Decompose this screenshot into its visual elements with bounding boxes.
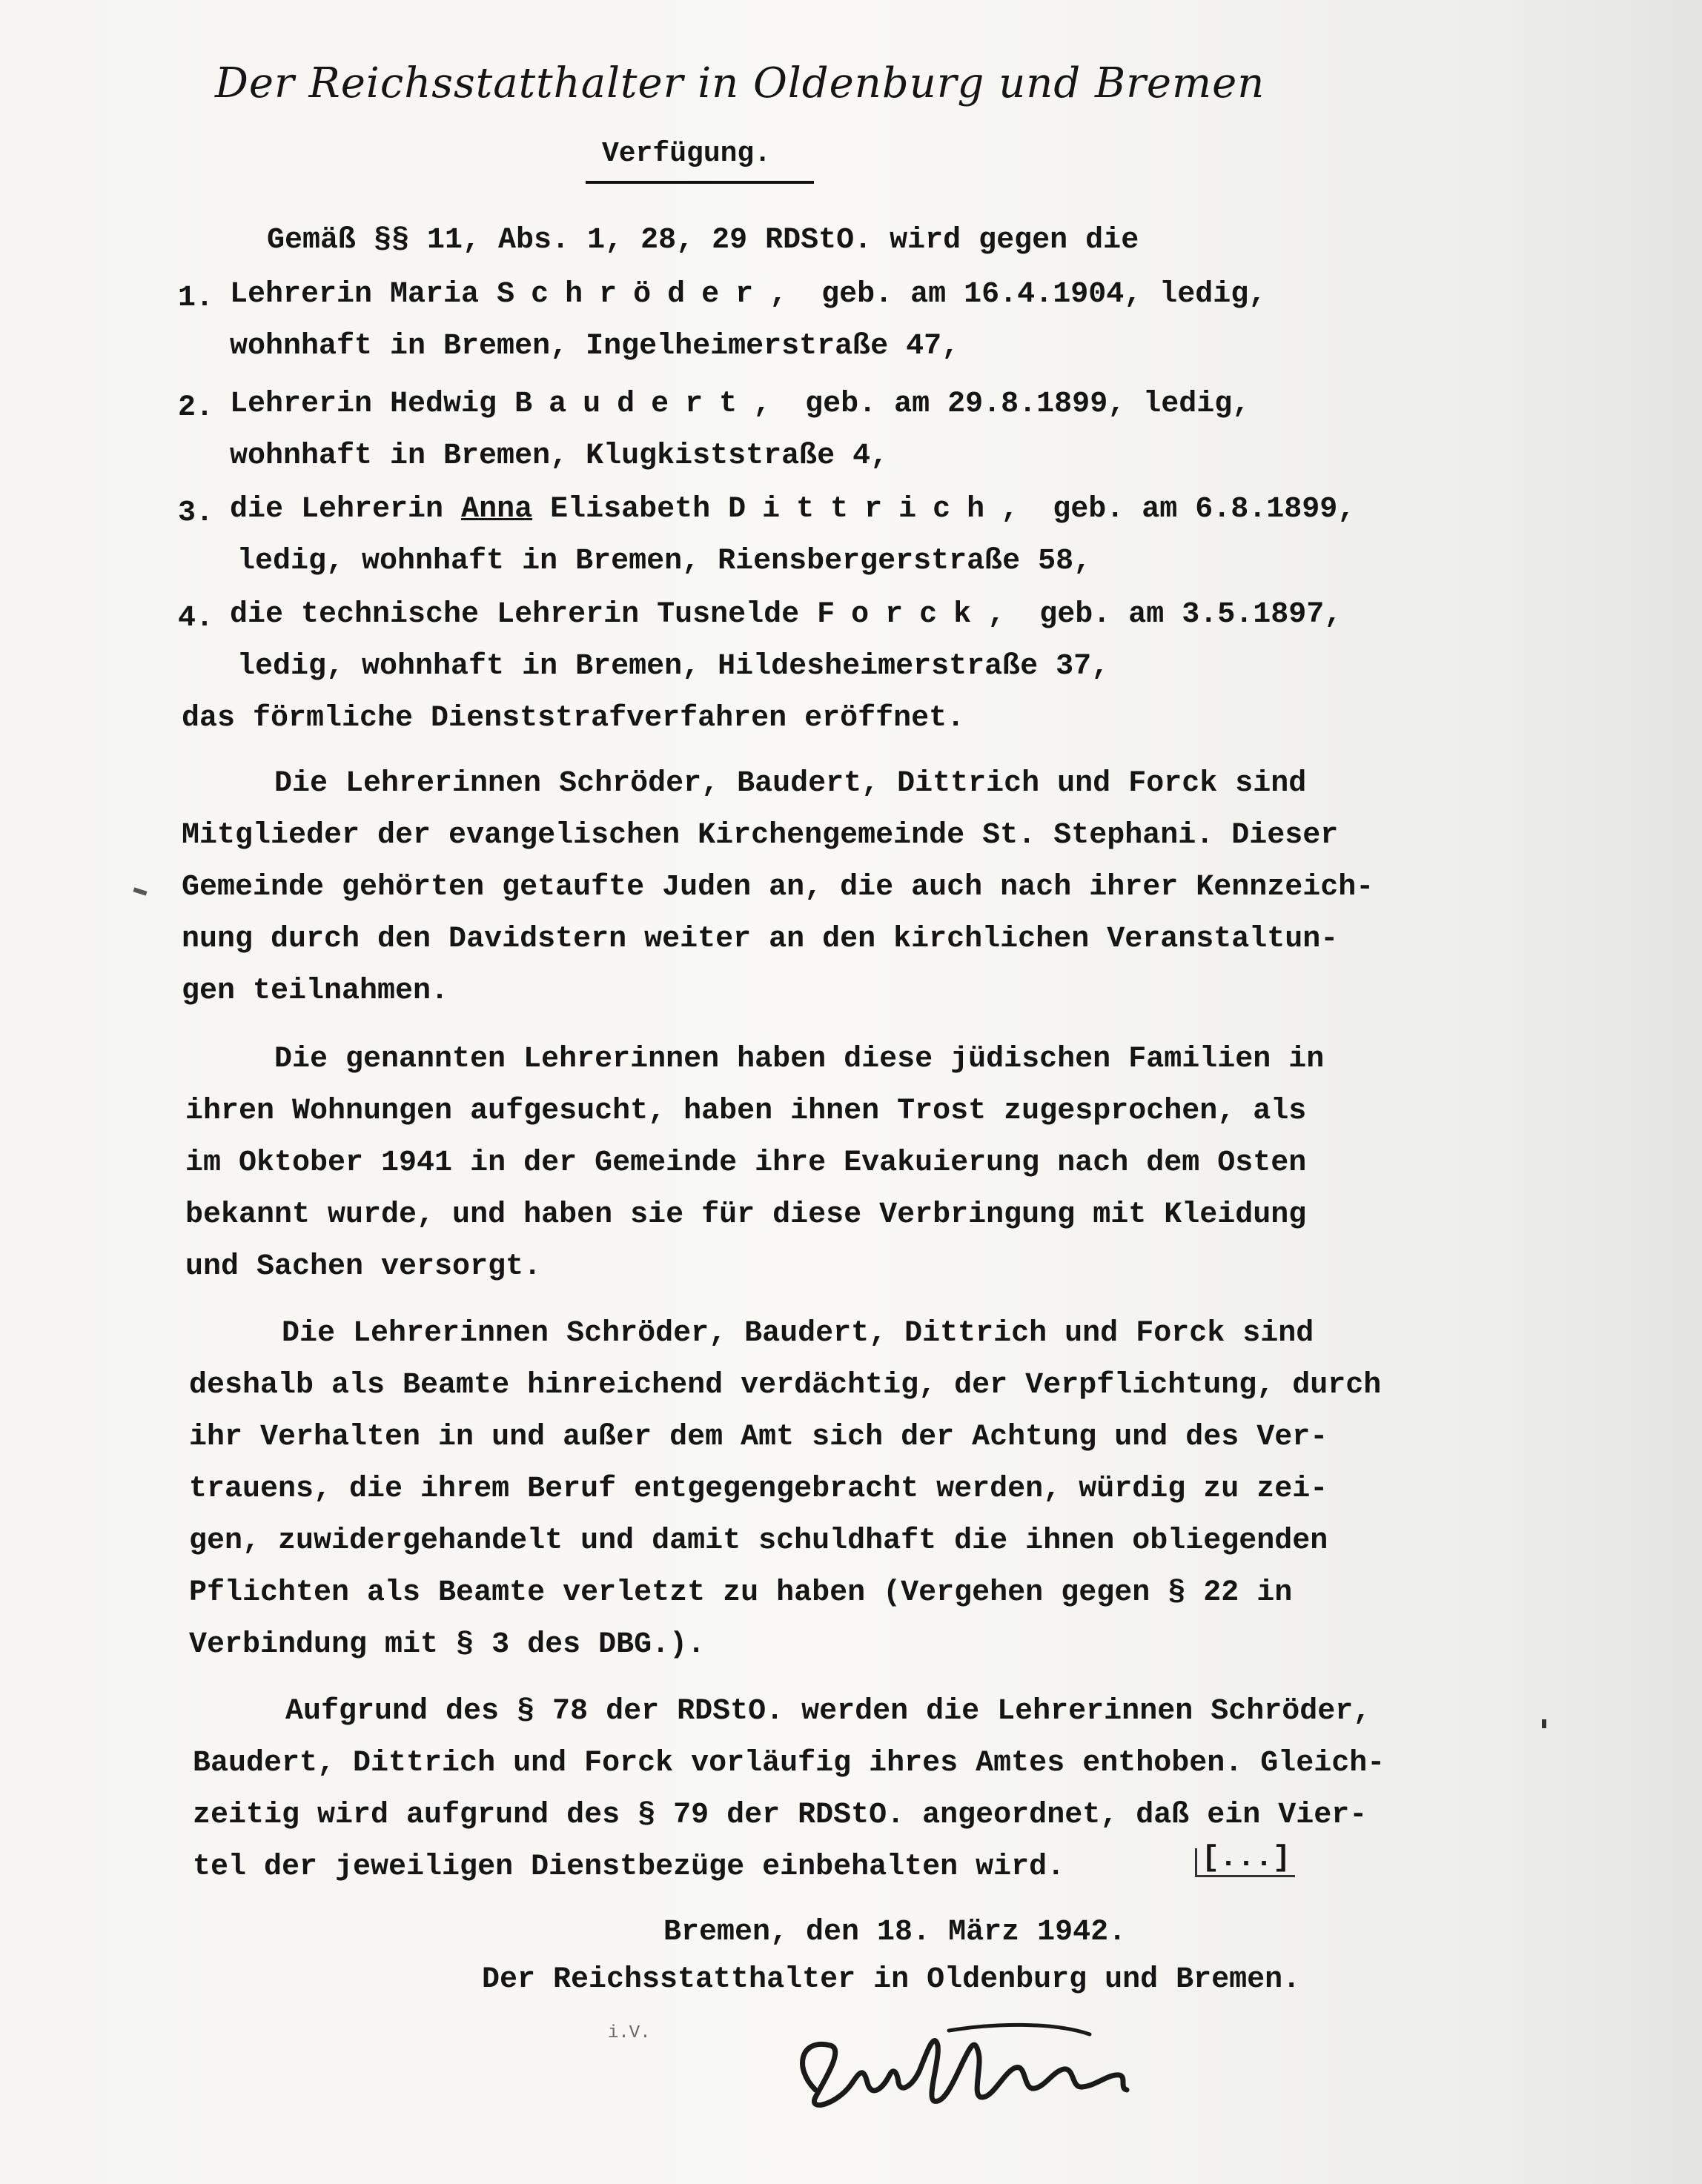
- item-surname: Dittrich,: [728, 493, 1036, 526]
- para3-line: Pflichten als Beamte verletzt zu haben (Vergehen gegen § 22 in: [189, 1576, 1293, 1610]
- item-role: die technische Lehrerin Tusnelde: [230, 598, 800, 631]
- item-birth: geb. am 3.5.1897,: [1039, 598, 1342, 631]
- para3-line: Die Lehrerinnen Schröder, Baudert, Dittrich und Forck sind: [282, 1317, 1314, 1350]
- para2-line: bekannt wurde, und haben sie für diese Verbringung mit Kleidung: [185, 1198, 1307, 1232]
- para3-line: gen, zuwidergehandelt und damit schuldhaft die ihnen obliegenden: [189, 1524, 1328, 1558]
- item-address: wohnhaft in Bremen, Klugkiststraße 4,: [230, 439, 889, 473]
- item-birth: geb. am 6.8.1899,: [1053, 493, 1356, 526]
- item-role: die Lehrerin: [230, 493, 444, 526]
- item-underlined-name: Anna: [461, 493, 533, 526]
- para2-line: Die genannten Lehrerinnen haben diese jüdischen Familien in: [274, 1043, 1325, 1076]
- para2-line: ihren Wohnungen aufgesucht, haben ihnen Trost zugesprochen, als: [185, 1095, 1307, 1128]
- item-line: [230, 280, 1266, 310]
- item-birth: geb. am 16.4.1904, ledig,: [821, 278, 1267, 311]
- document-title: Verfügung.: [602, 138, 772, 170]
- proceedings-opened: das förmliche Dienststrafverfahren eröffnet.: [182, 702, 965, 735]
- para3-line: Verbindung mit § 3 des DBG.).: [189, 1628, 706, 1662]
- item-line: [230, 495, 1355, 525]
- item-address: ledig, wohnhaft in Bremen, Riensbergerstraße 58,: [237, 545, 1092, 578]
- item-role: Lehrerin Hedwig: [230, 388, 497, 421]
- para3-line: deshalb als Beamte hinreichend verdächtig, der Verpflichtung, durch: [189, 1369, 1382, 1402]
- item-surname: Forck,: [817, 598, 1022, 631]
- item-address: ledig, wohnhaft in Bremen, Hildesheimerstraße 37,: [237, 650, 1110, 683]
- date-line: Bremen, den 18. März 1942.: [663, 1916, 1127, 1949]
- stamp-mark: i.V.: [608, 2023, 651, 2043]
- para1-line: Die Lehrerinnen Schröder, Baudert, Dittrich und Forck sind: [274, 767, 1307, 800]
- item-line: [230, 600, 1342, 630]
- title-underline: [586, 181, 814, 184]
- margin-mark: [133, 887, 148, 895]
- signer-line: Der Reichsstatthalter in Oldenburg und Bremen.: [482, 1963, 1301, 1997]
- letterhead: Der Reichsstatthalter in Oldenburg und Bremen: [215, 59, 1265, 107]
- para3-line: trauens, die ihrem Beruf entgegengebracht werden, würdig zu zei-: [189, 1473, 1328, 1506]
- item-number: 4.: [178, 602, 214, 635]
- item-number: 3.: [178, 497, 214, 530]
- para2-line: und Sachen versorgt.: [185, 1250, 542, 1284]
- para4-line: tel der jeweiligen Dienstbezüge einbehalten wird.: [193, 1851, 1065, 1884]
- para1-line: nung durch den Davidstern weiter an den kirchlichen Veranstaltun-: [182, 923, 1339, 956]
- item-line: [230, 390, 1250, 419]
- para4-line: Baudert, Dittrich und Forck vorläufig ihres Amtes enthoben. Gleich-: [193, 1747, 1385, 1780]
- para1-line: Gemeinde gehörten getaufte Juden an, die auch nach ihrer Kennzeich-: [182, 871, 1374, 904]
- para2-line: im Oktober 1941 in der Gemeinde ihre Evakuierung nach dem Osten: [185, 1146, 1307, 1180]
- handwritten-signature: [771, 2001, 1171, 2127]
- para4-line: zeitig wird aufgrund des § 79 der RDStO. angeordnet, daß ein Vier-: [193, 1799, 1368, 1832]
- para1-line: Mitglieder der evangelischen Kirchengemeinde St. Stephani. Dieser: [182, 819, 1339, 852]
- item-surname: Baudert,: [514, 388, 788, 421]
- para3-line: ihr Verhalten in und außer dem Amt sich der Achtung und des Ver-: [189, 1421, 1328, 1454]
- intro-line: Gemäß §§ 11, Abs. 1, 28, 29 RDStO. wird gegen die: [267, 224, 1139, 257]
- item-number: 2.: [178, 391, 214, 425]
- margin-speck: [1542, 1719, 1546, 1728]
- para1-line: gen teilnahmen.: [182, 975, 449, 1008]
- item-birth: geb. am 29.8.1899, ledig,: [805, 388, 1251, 421]
- para4-line: Aufgrund des § 78 der RDStO. werden die Lehrerinnen Schröder,: [285, 1695, 1371, 1728]
- omission-bracket: [...]: [1195, 1848, 1295, 1877]
- item-surname: Schröder,: [497, 278, 804, 311]
- item-address: wohnhaft in Bremen, Ingelheimerstraße 47,: [230, 330, 960, 363]
- item-given-name: Elisabeth: [550, 493, 711, 526]
- item-number: 1.: [178, 282, 214, 315]
- item-role: Lehrerin Maria: [230, 278, 480, 311]
